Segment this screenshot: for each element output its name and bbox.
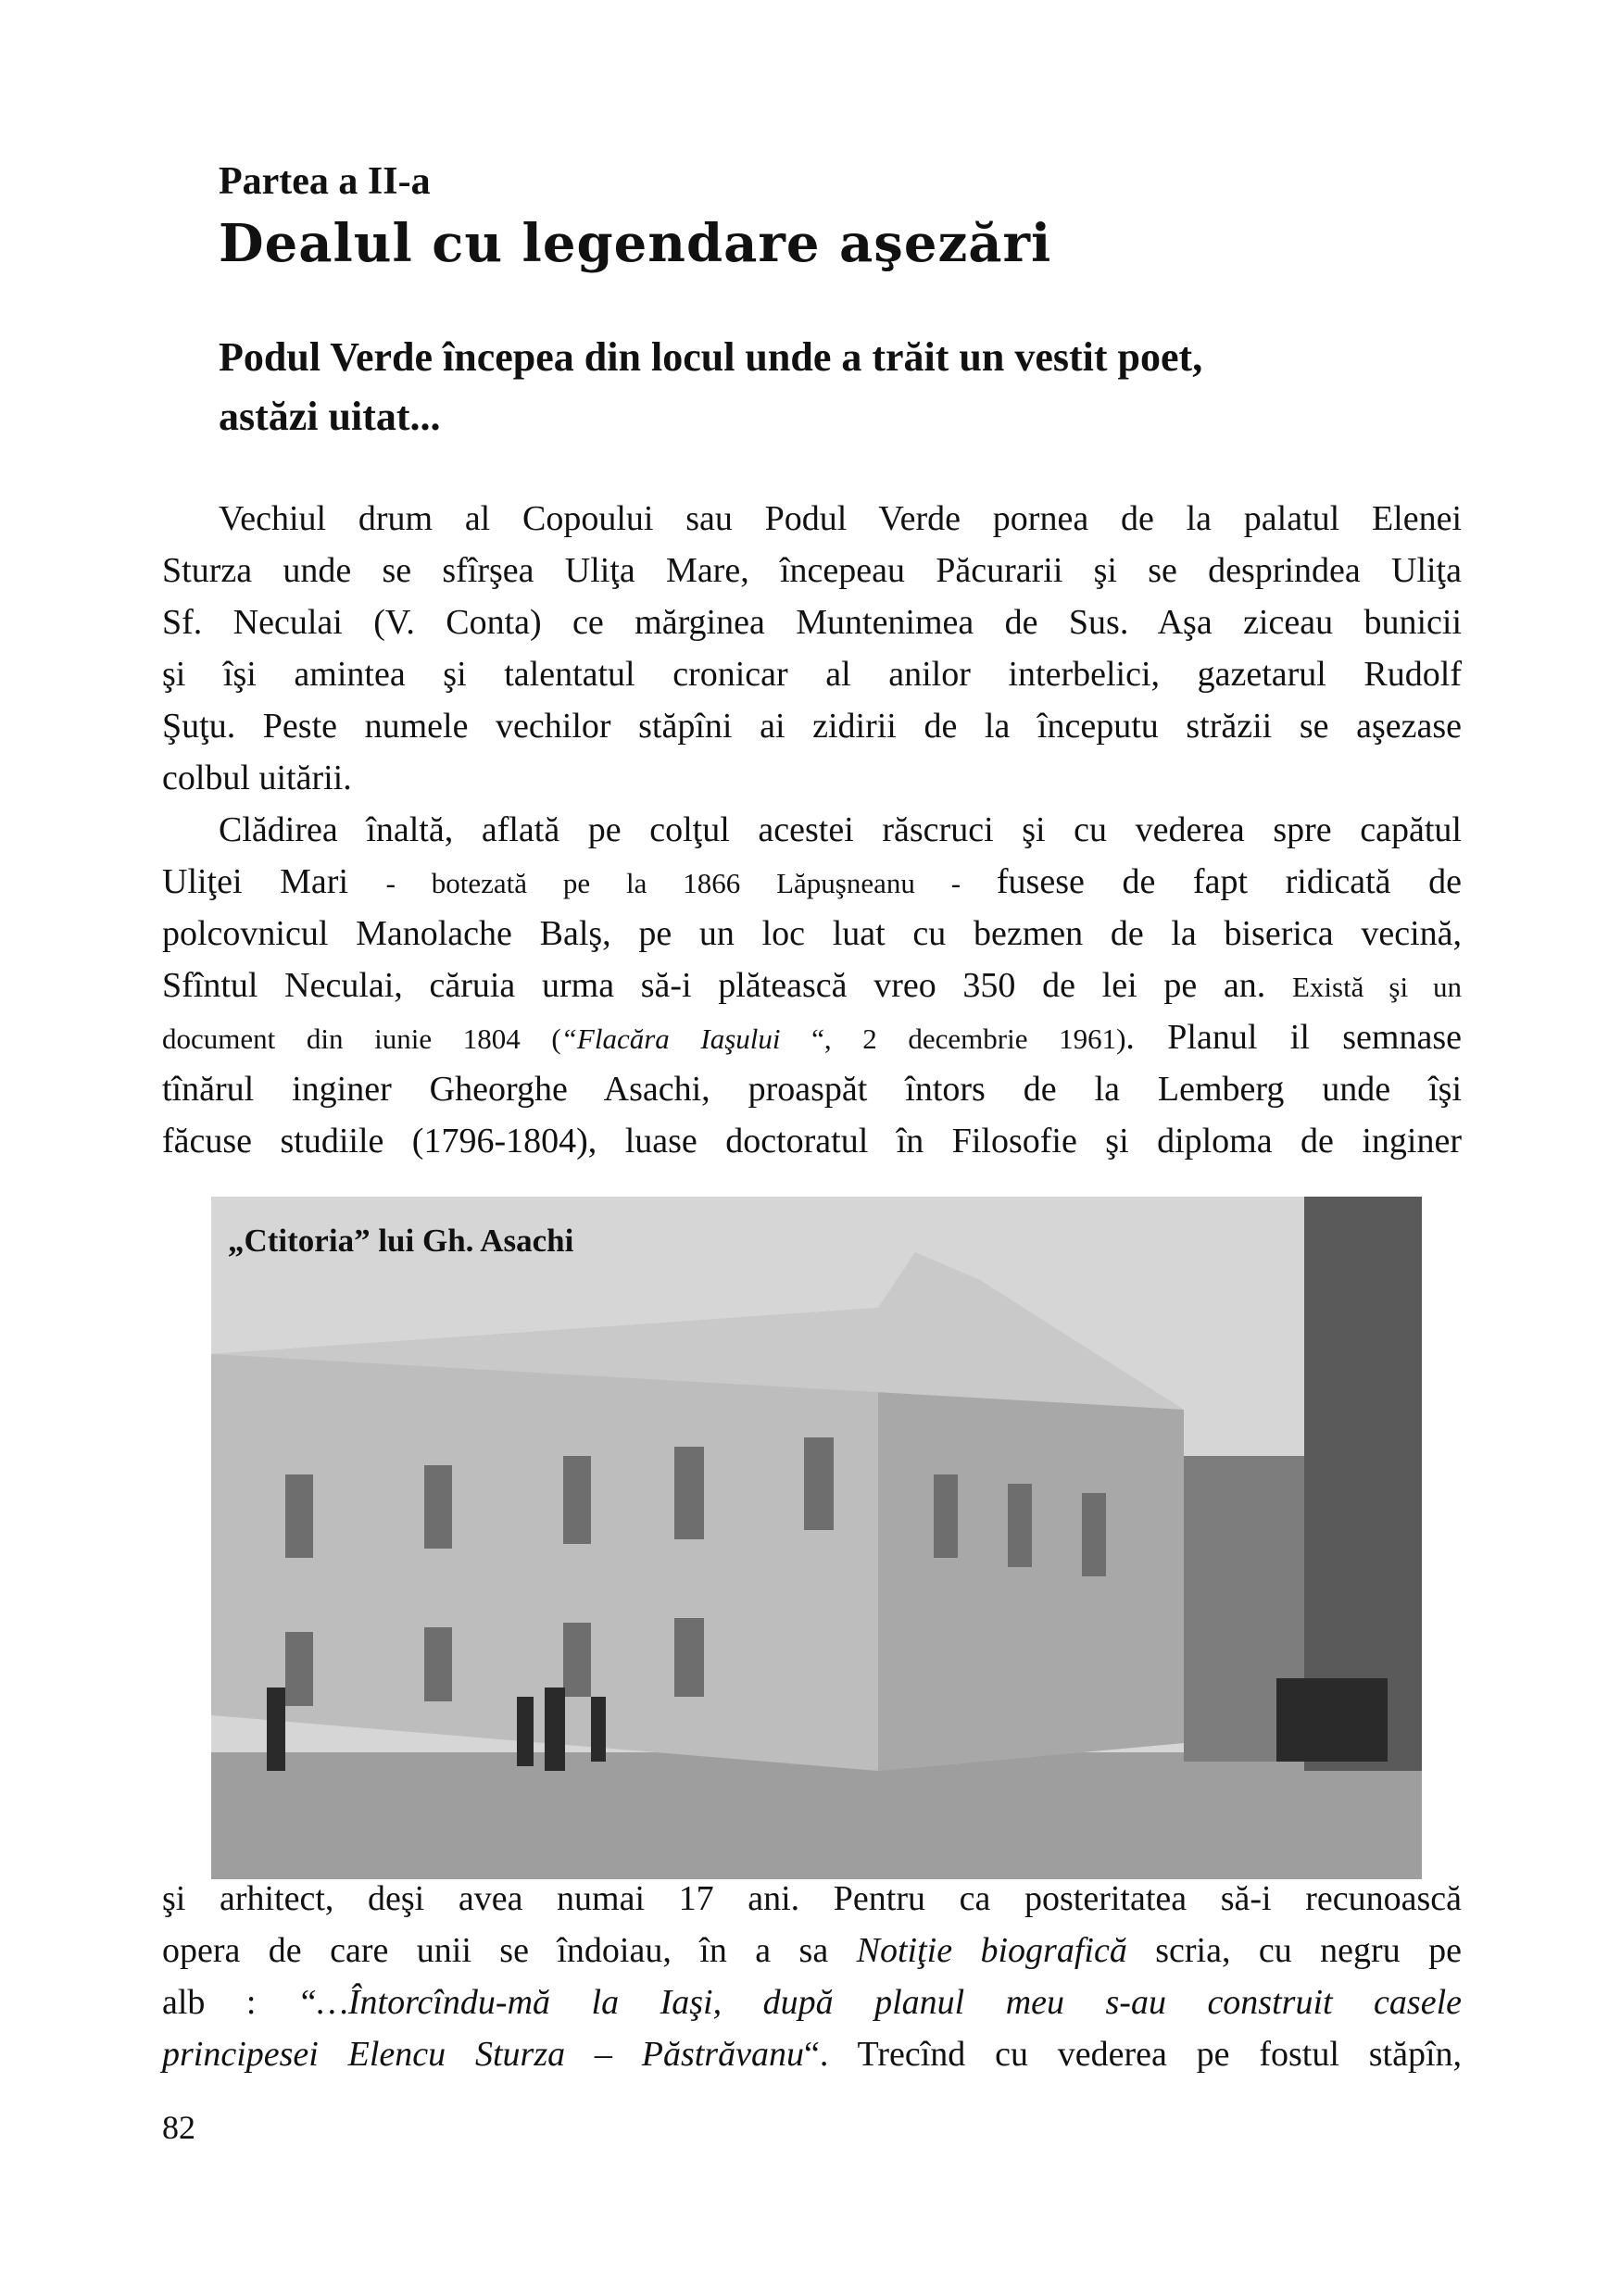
text-span: Uliţei Mari: [162, 862, 386, 901]
page-number: 82: [162, 2109, 195, 2146]
text-span: “. Trecînd cu vederea pe fostul stăpîn,: [803, 2035, 1462, 2074]
text-line: Clădirea înaltă, aflată pe colţul acestei răscruci şi cu vederea spre capătul: [219, 810, 1462, 849]
section-heading-line-2: astăzi uitat...: [219, 394, 441, 439]
text-line: [162, 1976, 1462, 2028]
text-line: [162, 2028, 1462, 2080]
text-span: fusese de fapt ridicată de: [996, 862, 1462, 901]
text-line: Sf. Neculai (V. Conta) ce mărginea Muntenimea de Sus. Aşa ziceau bunicii: [162, 603, 1462, 642]
text-line: şi îşi amintea şi talentatul cronicar al anilor interbelici, gazetarul Rudolf: [162, 655, 1462, 694]
photo-caption: „Ctitoria” lui Gh. Asachi: [228, 1223, 574, 1259]
text-span: Sfîntul Neculai, căruia urma să-i plătească vreo 350 de lei pe an.: [162, 966, 1292, 1005]
text-span-small: “, 2 decembrie 1961): [780, 1023, 1126, 1055]
text-line: [162, 960, 1462, 1011]
text-span-small: - botezată pe la 1866 Lăpuşneanu -: [385, 867, 997, 899]
text-span-italic: “Flacăra Iaşului: [560, 1023, 781, 1055]
text-line: tînărul inginer Gheorghe Asachi, proaspăt întors de la Lemberg unde îşi: [162, 1070, 1462, 1109]
text-span-italic: Notiţie biografică: [856, 1931, 1127, 1970]
part-label: Partea a II-a: [219, 160, 431, 203]
text-span: opera de care unii se îndoiau, în a sa: [162, 1931, 857, 1970]
text-span-small: document din iunie 1804 (: [162, 1023, 561, 1055]
text-span-italic: “…Întorcîndu-mă la Iaşi, după planul meu s-au construit casele: [296, 1983, 1462, 2022]
text-line: Vechiul drum al Copoului sau Podul Verde pornea de la palatul Elenei: [219, 499, 1462, 538]
historic-photo: [211, 1197, 1422, 1879]
text-line: polcovnicul Manolache Balş, pe un loc luat cu bezmen de la biserica vecină,: [162, 914, 1462, 953]
text-span-italic: principesei Elencu Sturza – Păstrăvanu: [162, 2035, 804, 2074]
text-span: alb :: [162, 1983, 297, 2022]
text-line: [162, 1925, 1462, 1976]
text-line: colbul uitării.: [162, 759, 352, 797]
text-line: Sturza unde se sfîrşea Uliţa Mare, începeau Păcurarii şi se desprindea Uliţa: [162, 551, 1462, 590]
text-line: [162, 856, 1462, 908]
text-line: [162, 1011, 1462, 1063]
chapter-title: Dealul cu legendare aşezări: [219, 213, 1052, 274]
building-photo-illustration: [211, 1197, 1422, 1879]
text-line: Şuţu. Peste numele vechilor stăpîni ai zidirii de la începutu străzii se aşezase: [162, 707, 1462, 746]
text-span-small: Există şi un: [1291, 971, 1462, 1003]
text-span: . Planul il semnase: [1125, 1018, 1462, 1057]
text-line: şi arhitect, deşi avea numai 17 ani. Pentru ca posteritatea să-i recunoască: [162, 1879, 1462, 1918]
text-span: scria, cu negru pe: [1126, 1931, 1462, 1970]
text-line: făcuse studiile (1796-1804), luase doctoratul în Filosofie şi diploma de inginer: [162, 1122, 1462, 1161]
section-heading-line-1: Podul Verde începea din locul unde a trăit un vestit poet,: [219, 334, 1203, 380]
